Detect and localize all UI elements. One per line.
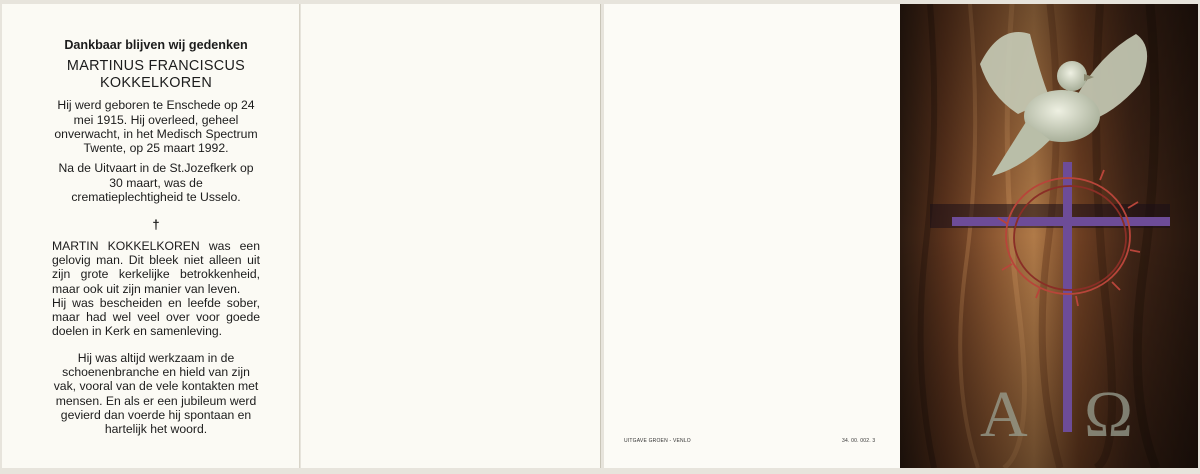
cross-vertical-beam: [1063, 162, 1072, 432]
publisher-imprint: UITGAVE GROEN - VENLO: [624, 438, 691, 444]
birth-death-paragraph: Hij werd geboren te Enschede op 24 mei 1915. Hij overleed, geheel onverwacht, in het Medisch Spectrum Twente, op 25 maart 1992.: [54, 98, 258, 156]
cross-symbol: †: [152, 217, 160, 233]
deceased-name-first: MARTINUS FRANCISCUS: [66, 58, 246, 75]
vignette-overlay: [900, 4, 1198, 468]
card-page-artwork: [900, 4, 1198, 468]
card-page-left: [2, 4, 300, 468]
left-text-column: [52, 38, 260, 437]
tribute-paragraph-work: Hij was altijd werkzaam in de schoenenbranche en hield van zijn vak, vooral van de vele kontakten met mensen. En als er een jubileum werd gevierd dan voerde hij spontaan en hartelijk het woord.: [53, 350, 259, 437]
cross-dove-illustration: [900, 4, 1198, 468]
card-page-middle: [301, 4, 601, 468]
card-code: 34. 00. 002. 3: [842, 438, 876, 444]
deceased-name-last: KOKKELKOREN: [99, 75, 213, 92]
memorial-heading: Dankbaar blijven wij gedenken: [64, 38, 248, 52]
cross-horizontal-beam: [952, 217, 1170, 226]
omega-symbol: Ω: [1084, 378, 1134, 451]
tribute-paragraph-faith: MARTIN KOKKELKOREN was een gelovig man. Dit bleek niet alleen uit zijn grote kerkelijke betrokkenheid, maar ook uit zijn manier van leven.: [52, 238, 260, 296]
alpha-symbol: A: [980, 378, 1028, 451]
funeral-paragraph: Na de Uitvaart in de St.Jozefkerk op 30 maart, was de crematieplechtigheid te Usselo.: [58, 161, 254, 205]
card-page-back: [604, 4, 900, 468]
tribute-paragraph-modesty: Hij was bescheiden en leefde sober, maar had wel veel over voor goede doelen in Kerk en samenleving.: [52, 295, 260, 339]
